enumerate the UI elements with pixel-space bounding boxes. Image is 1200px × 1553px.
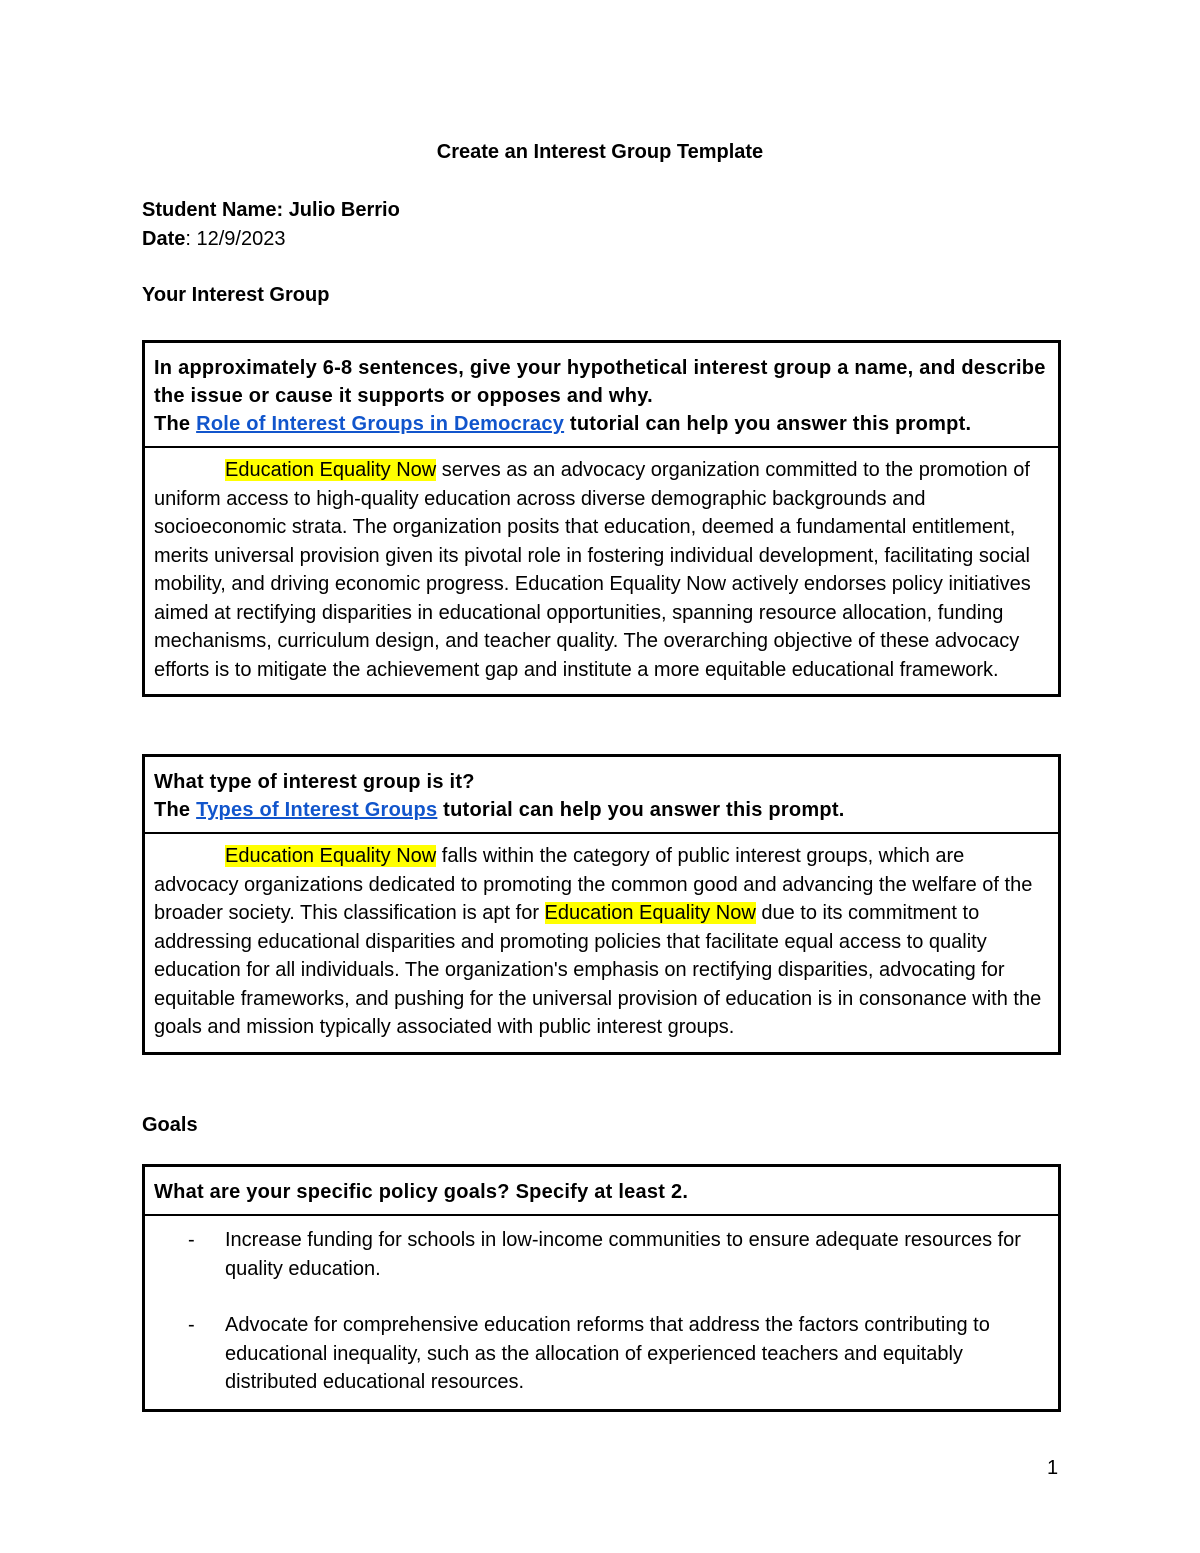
answer-text: serves as an advocacy organization committed to the promotion of uniform access to high-quality education across diverse demographic backgrounds and socioeconomic strata. The organization posits that education, deemed a fundamental entitlement, merits universal provision given its pivotal role in fostering individual development, facilitating social mobility, and driving economic progress. Education Equality Now actively endorses policy initiatives aimed at rectifying disparities in educational opportunities, spanning resource allocation, funding mechanisms, curriculum design, and teacher quality. The overarching objective of these advocacy efforts is to mitigate the achievement gap and institute a more equitable educational framework. — [154, 459, 1031, 681]
answer-text-part1: falls within the category of public interest groups, which are advocacy organizations dedicated to promoting the common good and advancing the welfare of the broader society. This classification is apt for — [154, 845, 1033, 924]
document-title: Create an Interest Group Template — [436, 141, 764, 163]
interest-group-description-table — [142, 340, 1061, 697]
student-name-value: Julio Berrio — [288, 199, 400, 221]
prompt-text: In approximately 6-8 sentences, give your hypothetical interest group a name, and describe the issue or cause it supports or opposes and why. — [154, 357, 1046, 407]
prompt-tutorial-line — [154, 410, 1049, 438]
prompt-suffix: tutorial can help you answer this prompt. — [564, 413, 972, 435]
date-line — [142, 228, 285, 251]
section-heading-interest-group: Your Interest Group — [142, 284, 330, 306]
answer-text-part2: due to its commitment to addressing educational disparities and promoting policies that facilitate equal access to quality education for all individuals. The organization's emphasis on rectifying disparities, advocating for equitable frameworks, and pushing for the universal provision of education is in consonance with the goals and mission typically associated with public interest groups. — [154, 902, 1042, 1038]
prompt-cell — [145, 343, 1058, 448]
page-number: 1 — [1047, 1457, 1059, 1479]
prompt-cell — [145, 757, 1058, 834]
student-name-label: Student Name: — [142, 199, 284, 221]
highlighted-group-name: Education Equality Now — [225, 459, 437, 481]
date-label: Date — [142, 228, 186, 250]
answer-cell[interactable] — [145, 448, 1058, 694]
prompt-text: What type of interest group is it? — [154, 771, 475, 793]
section-heading-goals: Goals — [142, 1114, 198, 1136]
date-value: : 12/9/2023 — [185, 228, 286, 250]
prompt-cell — [145, 1167, 1058, 1216]
prompt-prefix: The — [154, 799, 197, 821]
list-item — [154, 1226, 1049, 1283]
goal-text: Increase funding for schools in low-income communities to ensure adequate resources for quality education. — [225, 1229, 1021, 1280]
interest-group-type-table — [142, 754, 1061, 1055]
answer-cell[interactable] — [145, 834, 1058, 1052]
answer-cell[interactable] — [145, 1216, 1058, 1409]
highlighted-group-name: Education Equality Now — [225, 845, 437, 867]
policy-goals-table — [142, 1164, 1061, 1412]
list-dash: - — [188, 1314, 195, 1336]
list-item — [154, 1311, 1049, 1397]
prompt-tutorial-line — [154, 796, 1049, 824]
prompt-suffix: tutorial can help you answer this prompt. — [437, 799, 845, 821]
types-of-interest-groups-link[interactable]: Types of Interest Groups — [196, 799, 438, 821]
goals-list — [154, 1226, 1049, 1397]
prompt-text: What are your specific policy goals? Specify at least 2. — [154, 1181, 689, 1203]
highlighted-group-name: Education Equality Now — [544, 902, 756, 924]
prompt-prefix: The — [154, 413, 197, 435]
student-name-line — [142, 199, 400, 222]
goal-text: Advocate for comprehensive education reforms that address the factors contributing to educational inequality, such as the allocation of experienced teachers and equitably distributed educational resources. — [225, 1314, 990, 1393]
list-dash: - — [188, 1229, 195, 1251]
role-of-interest-groups-link[interactable]: Role of Interest Groups in Democracy — [196, 413, 565, 435]
